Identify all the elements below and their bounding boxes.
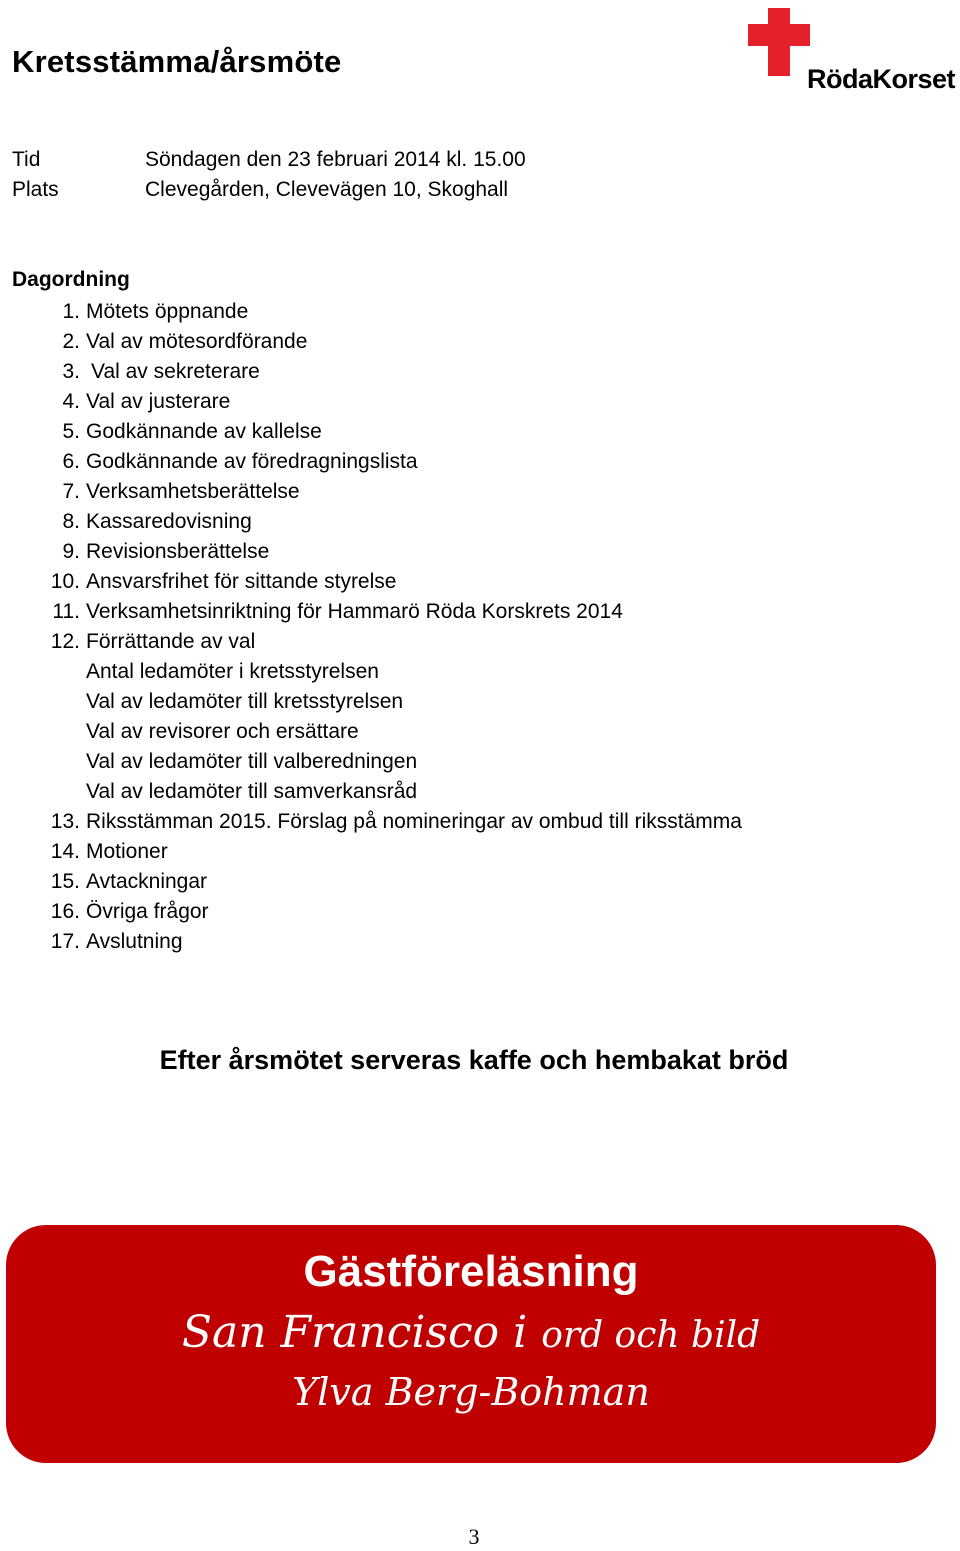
agenda-subitem-text: Val av ledamöter till kretsstyrelsen <box>86 690 404 713</box>
agenda-number: 3. <box>62 360 80 383</box>
agenda-text: Val av mötesordförande <box>86 330 308 353</box>
agenda-text: Revisionsberättelse <box>86 540 270 563</box>
agenda-item <box>12 627 932 657</box>
agenda-subitem <box>12 777 932 807</box>
agenda-item <box>12 837 932 867</box>
agenda-text: Kassaredovisning <box>86 510 252 533</box>
agenda-number: 7. <box>62 480 80 503</box>
agenda-number: 14. <box>50 840 80 863</box>
closing-note: Efter årsmötet serveras kaffe och hembakat bröd <box>159 1045 789 1075</box>
agenda-text: Godkännande av kallelse <box>86 420 322 443</box>
agenda-number: 15. <box>50 870 80 893</box>
agenda-item <box>12 867 932 897</box>
agenda-subitem <box>12 747 932 777</box>
agenda-number: 17. <box>50 930 80 953</box>
agenda-number: 10. <box>50 570 80 593</box>
agenda-text: Val av sekreterare <box>91 360 260 383</box>
time-label: Tid <box>12 148 41 171</box>
agenda-number: 4. <box>62 390 80 413</box>
agenda-subitem-text: Val av ledamöter till samverkansråd <box>86 780 418 803</box>
agenda-text: Mötets öppnande <box>86 300 249 323</box>
agenda-item <box>12 927 932 957</box>
agenda-text: Förrättande av val <box>86 630 256 653</box>
agenda-subitem-text: Antal ledamöter i kretsstyrelsen <box>86 660 379 683</box>
agenda-item <box>12 297 932 327</box>
agenda-item <box>12 417 932 447</box>
agenda-heading: Dagordning <box>12 268 130 291</box>
agenda-number: 5. <box>62 420 80 443</box>
agenda-item <box>12 507 932 537</box>
agenda-text: Övriga frågor <box>86 900 209 923</box>
agenda-subitem <box>12 687 932 717</box>
agenda-subitem-text: Val av revisorer och ersättare <box>86 720 359 743</box>
place-label: Plats <box>12 178 59 201</box>
roda-korset-logo <box>745 6 960 96</box>
agenda-text: Verksamhetsberättelse <box>86 480 300 503</box>
agenda-number: 1. <box>62 300 80 323</box>
banner-author: Ylva Berg-Bohman <box>292 1370 650 1414</box>
agenda-subitem <box>12 717 932 747</box>
agenda-number: 11. <box>52 600 80 623</box>
agenda-item <box>12 357 932 387</box>
agenda-number: 12. <box>50 630 80 653</box>
agenda-item <box>12 537 932 567</box>
agenda-text: Ansvarsfrihet för sittande styrelse <box>86 570 397 593</box>
agenda-text: Riksstämman 2015. Förslag på nomineringar av ombud till riksstämma <box>86 810 742 833</box>
agenda-item <box>12 897 932 927</box>
logo-text: RödaKorset <box>807 64 956 94</box>
guest-lecture-banner <box>6 1225 936 1463</box>
agenda-number: 8. <box>62 510 80 533</box>
banner-subtitle-main: San Francisco i <box>181 1307 528 1358</box>
agenda-item <box>12 447 932 477</box>
page-number: 3 <box>468 1524 480 1549</box>
agenda-number: 9. <box>62 540 80 563</box>
agenda-item <box>12 387 932 417</box>
agenda-text: Avtackningar <box>86 870 208 893</box>
document-title: Kretsstämma/årsmöte <box>12 44 342 79</box>
banner-subtitle <box>6 1307 936 1358</box>
banner-subtitle-small: ord och bild <box>541 1315 761 1356</box>
agenda-item <box>12 327 932 357</box>
agenda-item <box>12 807 932 837</box>
agenda-text: Verksamhetsinriktning för Hammarö Röda Korskrets 2014 <box>86 600 623 623</box>
agenda-text: Avslutning <box>86 930 183 953</box>
agenda-number: 13. <box>50 810 80 833</box>
agenda-item <box>12 477 932 507</box>
agenda-number: 6. <box>62 450 80 473</box>
agenda-item <box>12 567 932 597</box>
agenda-subitem-text: Val av ledamöter till valberedningen <box>86 750 418 773</box>
time-value: Söndagen den 23 februari 2014 kl. 15.00 <box>145 148 526 171</box>
banner-title: Gästföreläsning <box>303 1247 639 1296</box>
agenda-item <box>12 597 932 627</box>
agenda-text: Val av justerare <box>86 390 231 413</box>
place-value: Clevegården, Clevevägen 10, Skoghall <box>145 178 509 201</box>
agenda-text: Motioner <box>86 840 168 863</box>
agenda-number: 16. <box>50 900 80 923</box>
agenda-subitem <box>12 657 932 687</box>
agenda-number: 2. <box>62 330 80 353</box>
agenda-list <box>12 297 932 957</box>
agenda-text: Godkännande av föredragningslista <box>86 450 418 473</box>
